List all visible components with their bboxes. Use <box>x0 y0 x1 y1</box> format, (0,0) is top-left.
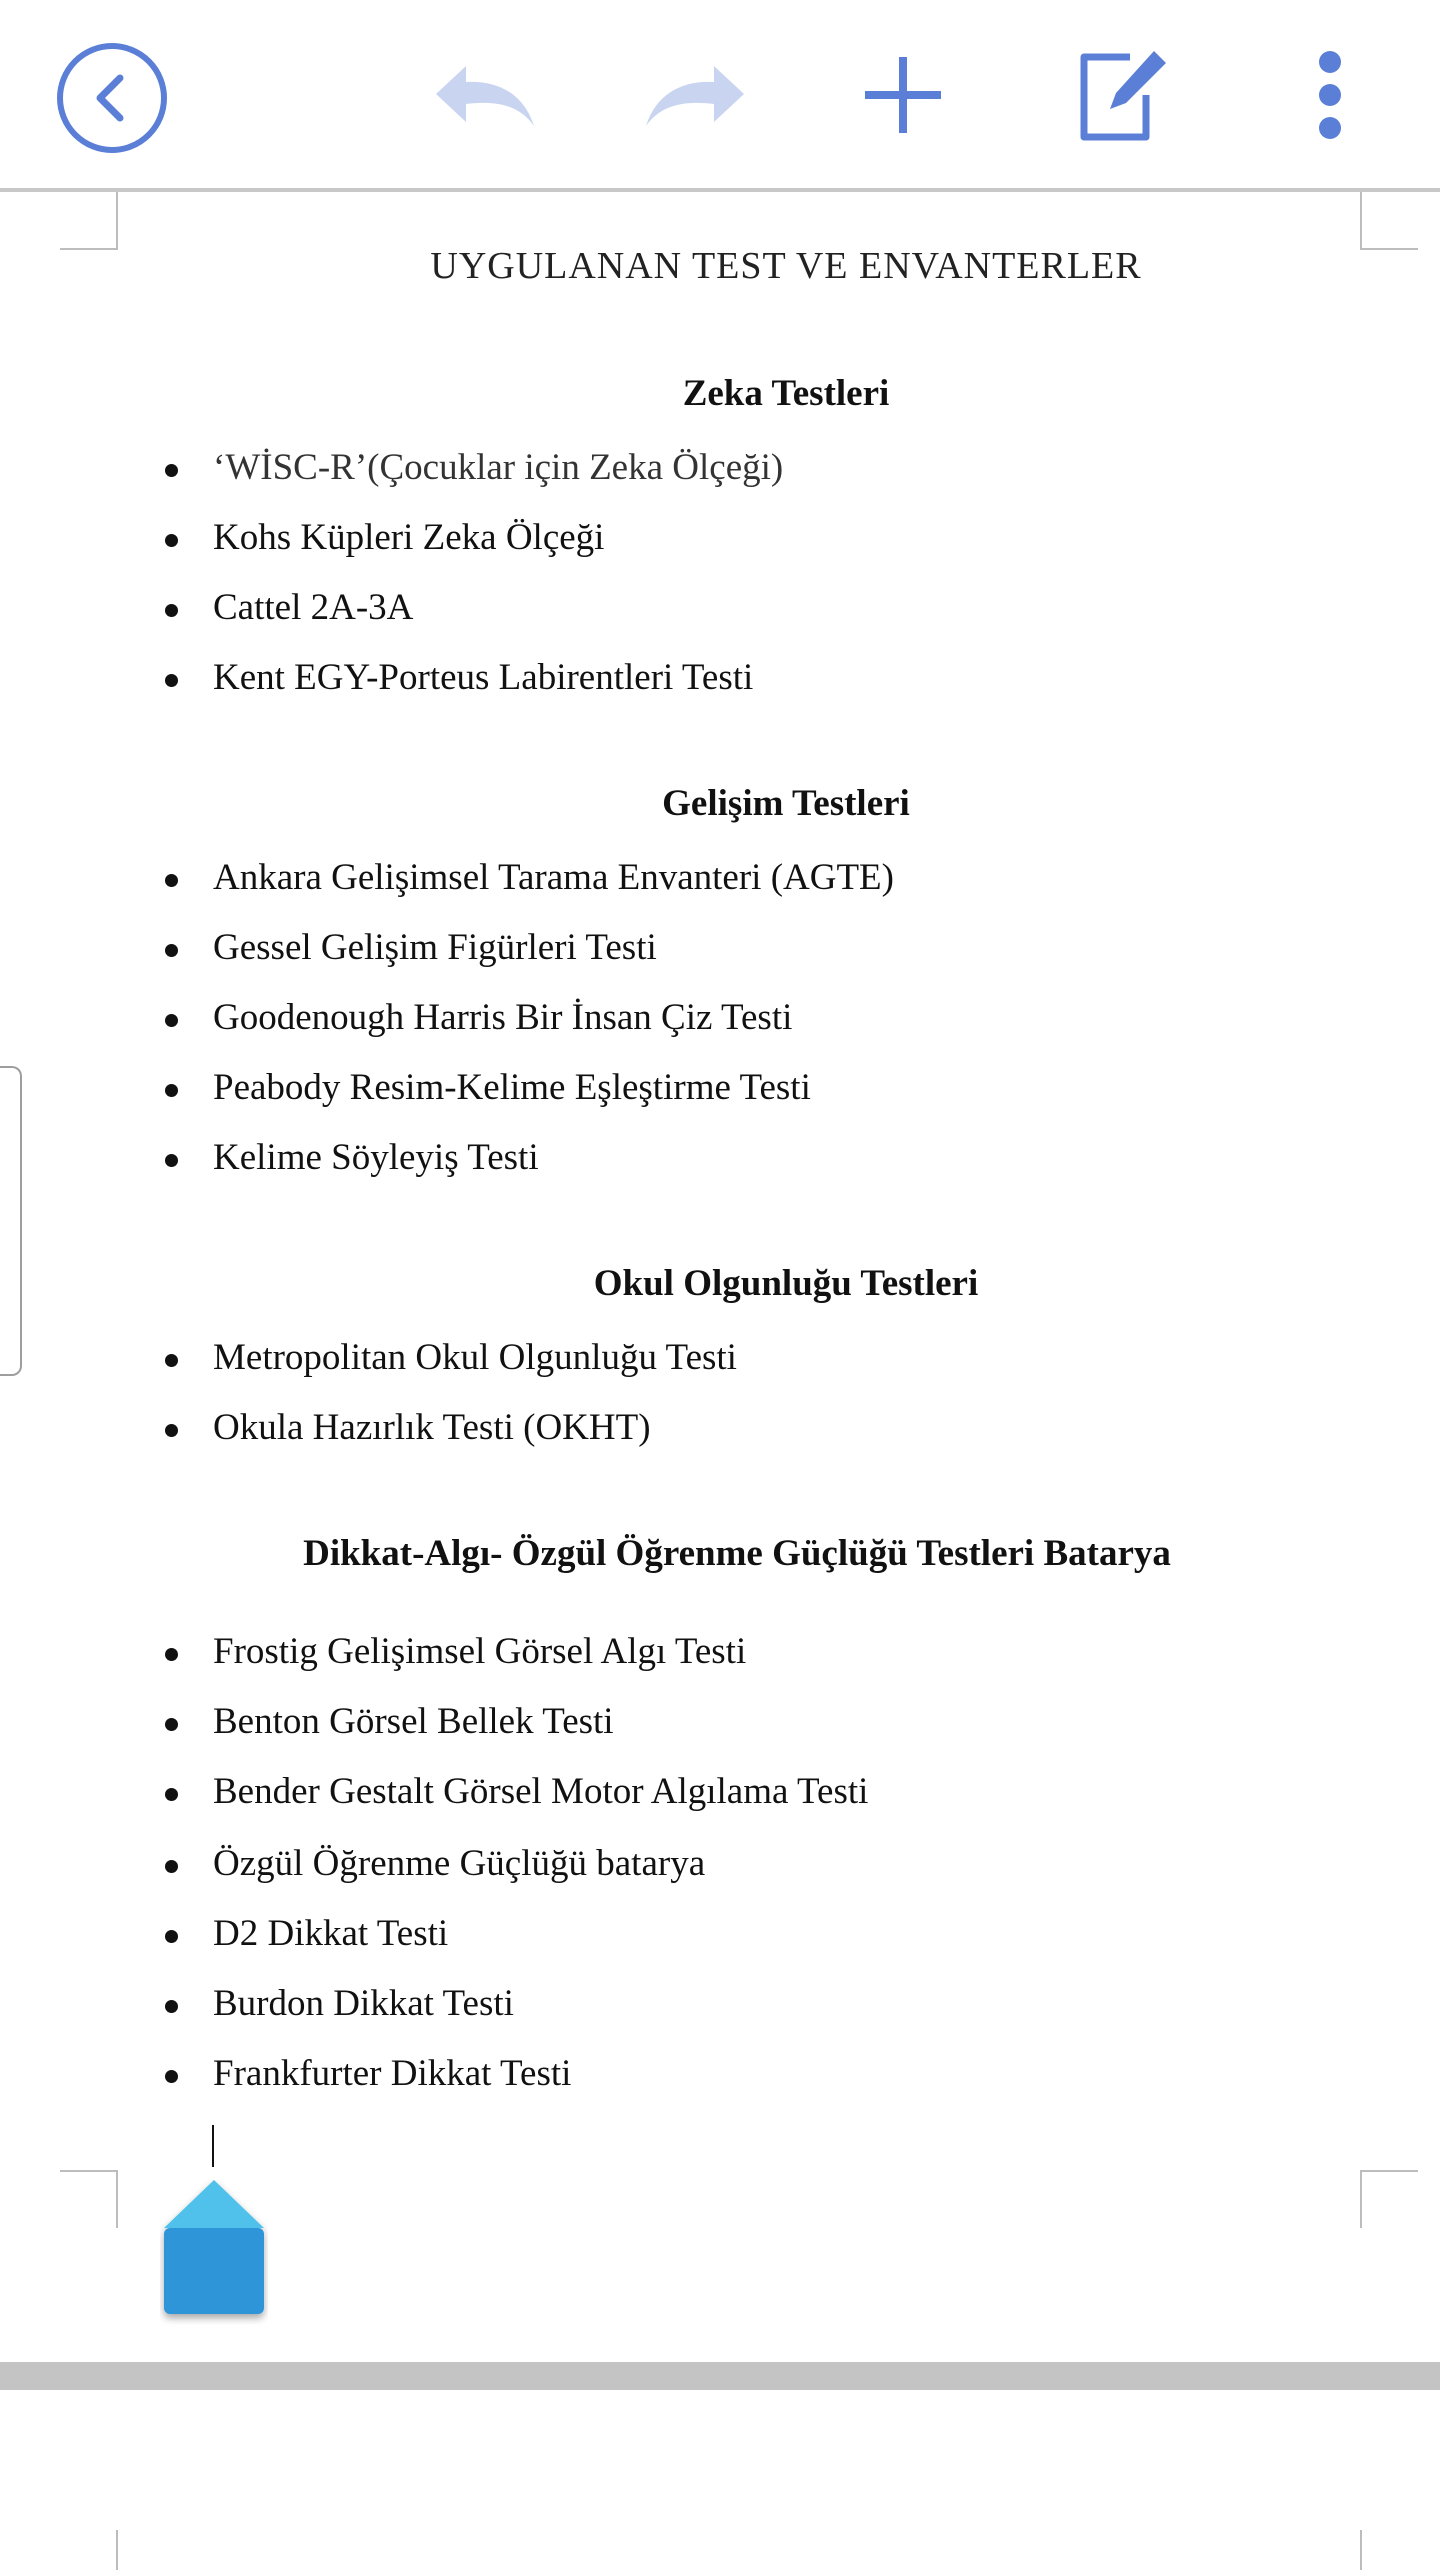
undo-icon <box>432 60 538 130</box>
redo-button[interactable] <box>635 45 755 145</box>
undo-button[interactable] <box>425 45 545 145</box>
page-corner-mark <box>60 2530 118 2570</box>
top-toolbar <box>0 0 1440 192</box>
page-corner-mark <box>60 2170 118 2228</box>
side-drawer-tab[interactable] <box>0 1066 22 1376</box>
edit-button[interactable] <box>1060 35 1180 155</box>
next-document-page[interactable] <box>0 2390 1440 2560</box>
section-heading: Dikkat-Algı- Özgül Öğrenme Güçlüğü Testleri Batarya <box>303 1533 1171 1574</box>
text-cursor <box>212 2125 214 2167</box>
redo-icon <box>642 60 748 130</box>
page-corner-mark <box>1360 2530 1418 2570</box>
edit-icon <box>1070 45 1170 145</box>
back-button[interactable] <box>52 38 172 158</box>
document-title: UYGULANAN TEST VE ENVANTERLER <box>430 245 1142 287</box>
add-button[interactable] <box>843 40 963 150</box>
more-vertical-icon <box>1315 50 1345 140</box>
cursor-handle[interactable] <box>160 2180 268 2328</box>
page-corner-mark <box>1360 192 1418 250</box>
page-corner-mark <box>1360 2170 1418 2228</box>
page-separator <box>0 2362 1440 2390</box>
section-heading: Okul Olgunluğu Testleri <box>593 1263 979 1304</box>
section-heading: Zeka Testleri <box>682 373 890 414</box>
section-heading: Gelişim Testleri <box>662 783 910 824</box>
back-circle-icon <box>56 42 168 154</box>
plus-icon <box>863 55 943 135</box>
document-page[interactable]: UYGULANAN TEST VE ENVANTERLER Zeka Testleri ‘WİSC-R’(Çocuklar için Zeka Ölçeği) Kohs Küpleri Zeka Ölçeği Cattel 2A-3A Kent EGY-Porteus Labirentleri Testi Gelişim Testleri Ankara Gelişimsel Tarama Envanteri (AGTE) Gessel Gelişim Figürleri Testi Goodenough Harris Bir İnsan Çiz Testi Peabody Resim-Kelime Eşleştirme Testi Kelime Söyleyiş Testi Okul Olgunluğu Testleri Metropolitan Okul Olgunluğu Testi Okula Hazırlık Testi (OKHT) Dikkat-Algı- Özgül Öğrenme Güçlüğü Testleri Batarya Frostig Gelişimsel Görsel Algı Testi Benton Görsel Bellek Testi Bender Gestalt Görsel Motor Algılama Testi Özgül Öğrenme Güçlüğü batarya D2 Dikkat Testi Burdon Dikkat Testi Frankfurter Dikkat Testi <box>0 192 1440 2362</box>
more-options-button[interactable] <box>1290 45 1370 145</box>
page-corner-mark <box>60 192 118 250</box>
